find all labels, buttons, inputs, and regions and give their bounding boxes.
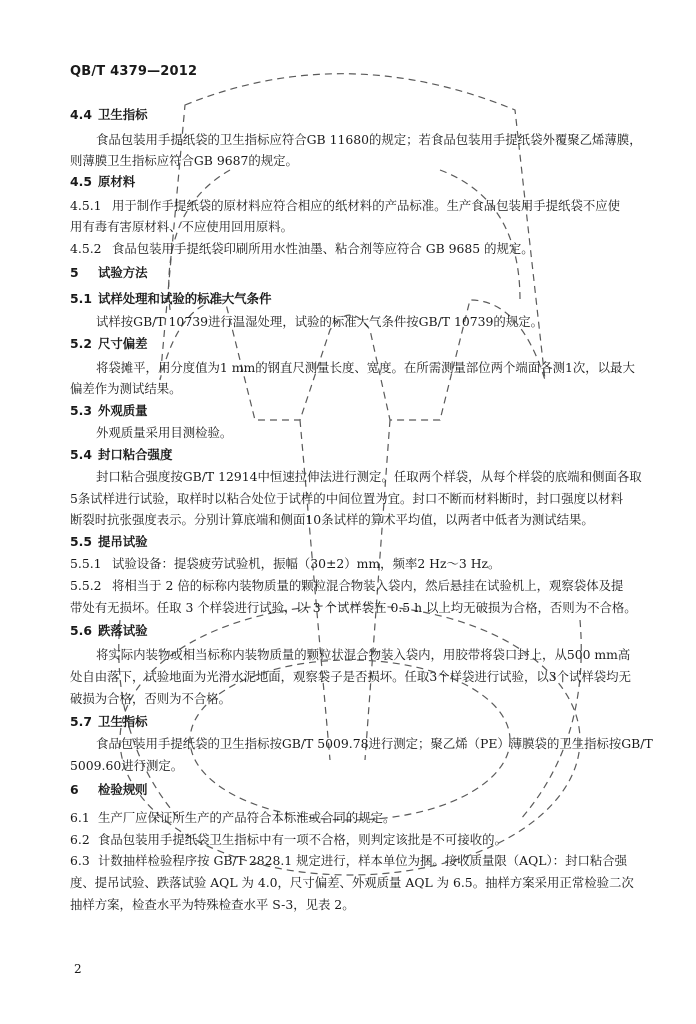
paragraph-text: 生产厂应保证所生产的产品符合本标准或合同的规定。: [98, 810, 396, 825]
clause-number: 5.5.1: [70, 556, 102, 571]
paragraph-text: 偏差作为测试结果。: [70, 381, 182, 396]
clause-number: 5.1: [70, 291, 92, 306]
clause-number: 5: [70, 265, 79, 280]
text-line: [70, 108, 148, 122]
text-line: [70, 242, 534, 256]
text-line: [96, 361, 635, 375]
clause-number: 5.5.2: [70, 578, 102, 593]
clause-number: 4.5.2: [70, 241, 102, 256]
clause-number: 4.4: [70, 107, 92, 122]
text-line: [96, 737, 653, 751]
text-line: [70, 154, 298, 168]
text-line: [96, 133, 642, 147]
text-line: [70, 811, 395, 825]
paragraph-text: 食品包装用手提纸袋卫生指标中有一项不合格，则判定该批是不可接收的。: [98, 832, 507, 847]
section-heading: 尺寸偏差: [98, 336, 148, 351]
text-line: [70, 692, 231, 706]
paragraph-text: 抽样方案，检查水平为特殊检查水平 S-3，见表 2。: [70, 897, 355, 912]
text-line: [96, 648, 630, 662]
text-line: [70, 579, 623, 593]
section-heading: 封口粘合强度: [98, 447, 173, 462]
paragraph-text: 度、提吊试验、跌落试验 AQL 为 4.0，尺寸偏差、外观质量 AQL 为 6.5。抽样方案采用正常检验二次: [70, 875, 634, 890]
section-heading: 检验规则: [98, 782, 148, 797]
paragraph-text: 食品包装用手提纸袋的卫生指标应符合GB 11680的规定；若食品包装用手提纸袋外覆聚乙烯薄膜，: [96, 132, 642, 147]
paragraph-text: 食品包装用手提纸袋的卫生指标按GB/T 5009.78进行测定；聚乙烯（PE）薄膜袋的卫生指标按GB/T: [96, 736, 653, 751]
text-line: [70, 898, 355, 912]
clause-number: 5.4: [70, 447, 92, 462]
clause-number: 6.1: [70, 810, 90, 825]
clause-number: 6.3: [70, 853, 90, 868]
text-line: [70, 513, 594, 527]
section-heading: 跌落试验: [98, 623, 148, 638]
section-heading: 外观质量: [98, 403, 148, 418]
text-line: [70, 404, 148, 418]
paragraph-text: 将相当于 2 倍的标称内装物质量的颗粒混合物装入袋内，然后悬挂在试验机上，观察袋体及提: [112, 578, 624, 593]
paragraph-text: 断裂时抗张强度表示。分别计算底端和侧面10条试样的算术平均值，以两者中低者为测试结果。: [70, 512, 594, 527]
text-line: [70, 783, 148, 797]
clause-number: 5.6: [70, 623, 92, 638]
clause-number: 5.2: [70, 336, 92, 351]
text-line: [70, 266, 148, 280]
paragraph-text: 试验设备：提袋疲劳试验机，振幅（30±2）mm，频率2 Hz～3 Hz。: [112, 556, 501, 571]
text-line: [70, 601, 637, 615]
text-line: [70, 876, 634, 890]
text-line: [70, 759, 183, 773]
section-heading: 提吊试验: [98, 534, 148, 549]
paragraph-text: 用有毒有害原材料、不应使用回用原料。: [70, 219, 294, 234]
paragraph-text: 外观质量采用目测检验。: [96, 425, 233, 440]
paragraph-text: 计数抽样检验程序按 GB/T 2828.1 规定进行，样本单位为捆。接收质量限（AQL）：封口粘合强: [98, 853, 628, 868]
text-line: [70, 175, 135, 189]
section-heading: 原材料: [98, 174, 136, 189]
text-line: [70, 492, 623, 506]
paragraph-text: 食品包装用手提纸袋印刷所用水性油墨、粘合剂等应符合 GB 9685 的规定。: [112, 241, 534, 256]
clause-number: 5.3: [70, 403, 92, 418]
text-line: [70, 833, 507, 847]
text-line: [70, 448, 172, 462]
paragraph-text: 将实际内装物或相当标称内装物质量的颗粒状混合物装入袋内，用胶带将袋口封上，从500 mm高: [96, 647, 631, 662]
text-line: [70, 220, 293, 234]
document-header: QB/T 4379—2012: [70, 64, 198, 79]
text-line: [70, 854, 627, 868]
text-line: [96, 470, 642, 484]
text-line: [96, 426, 232, 440]
paragraph-text: 处自由落下，试验地面为光滑水泥地面，观察袋子是否损坏。任取3个样袋进行试验，以3个试样袋均无: [70, 669, 631, 684]
paragraph-text: 则薄膜卫生指标应符合GB 9687的规定。: [70, 153, 298, 168]
text-line: [70, 199, 620, 213]
paragraph-text: 5009.60进行测定。: [70, 758, 184, 773]
section-heading: 卫生指标: [98, 714, 148, 729]
text-line: [70, 535, 148, 549]
text-line: [70, 337, 148, 351]
clause-number: 6: [70, 782, 79, 797]
paragraph-text: 封口粘合强度按GB/T 12914中恒速拉伸法进行测定。任取两个样袋，从每个样袋的底端和侧面各取: [96, 469, 642, 484]
section-heading: 试样处理和试验的标准大气条件: [98, 291, 272, 306]
clause-number: 5.5: [70, 534, 92, 549]
paragraph-text: 试样按GB/T 10739进行温湿处理，试验的标准大气条件按GB/T 10739的规定。: [96, 314, 543, 329]
text-line: [70, 382, 182, 396]
text-line: [70, 557, 500, 571]
clause-number: 4.5: [70, 174, 92, 189]
section-heading: 试验方法: [98, 265, 148, 280]
clause-number: 5.7: [70, 714, 92, 729]
text-line: [70, 292, 271, 306]
section-heading: 卫生指标: [98, 107, 148, 122]
text-line: [70, 670, 631, 684]
text-line: [96, 315, 543, 329]
paragraph-text: 用于制作手提纸袋的原材料应符合相应的纸材料的产品标准。生产食品包装用手提纸袋不应使: [112, 198, 621, 213]
clause-number: 4.5.1: [70, 198, 102, 213]
paragraph-text: 将袋摊平，用分度值为1 mm的钢直尺测量长度、宽度。在所需测量部位两个端面各测1次，以最大: [96, 360, 635, 375]
paragraph-text: 5条试样进行试验，取样时以粘合处位于试样的中间位置为宜。封口不断而材料断时，封口强度以材料: [70, 491, 624, 506]
text-line: [70, 715, 148, 729]
text-line: [70, 624, 148, 638]
paragraph-text: 破损为合格，否则为不合格。: [70, 691, 232, 706]
clause-number: 6.2: [70, 832, 90, 847]
paragraph-text: 带处有无损坏。任取 3 个样袋进行试验，以 3 个试样袋在 0.5 h 以上均无破损为合格，否则为不合格。: [70, 600, 637, 615]
page-number: 2: [74, 962, 82, 976]
